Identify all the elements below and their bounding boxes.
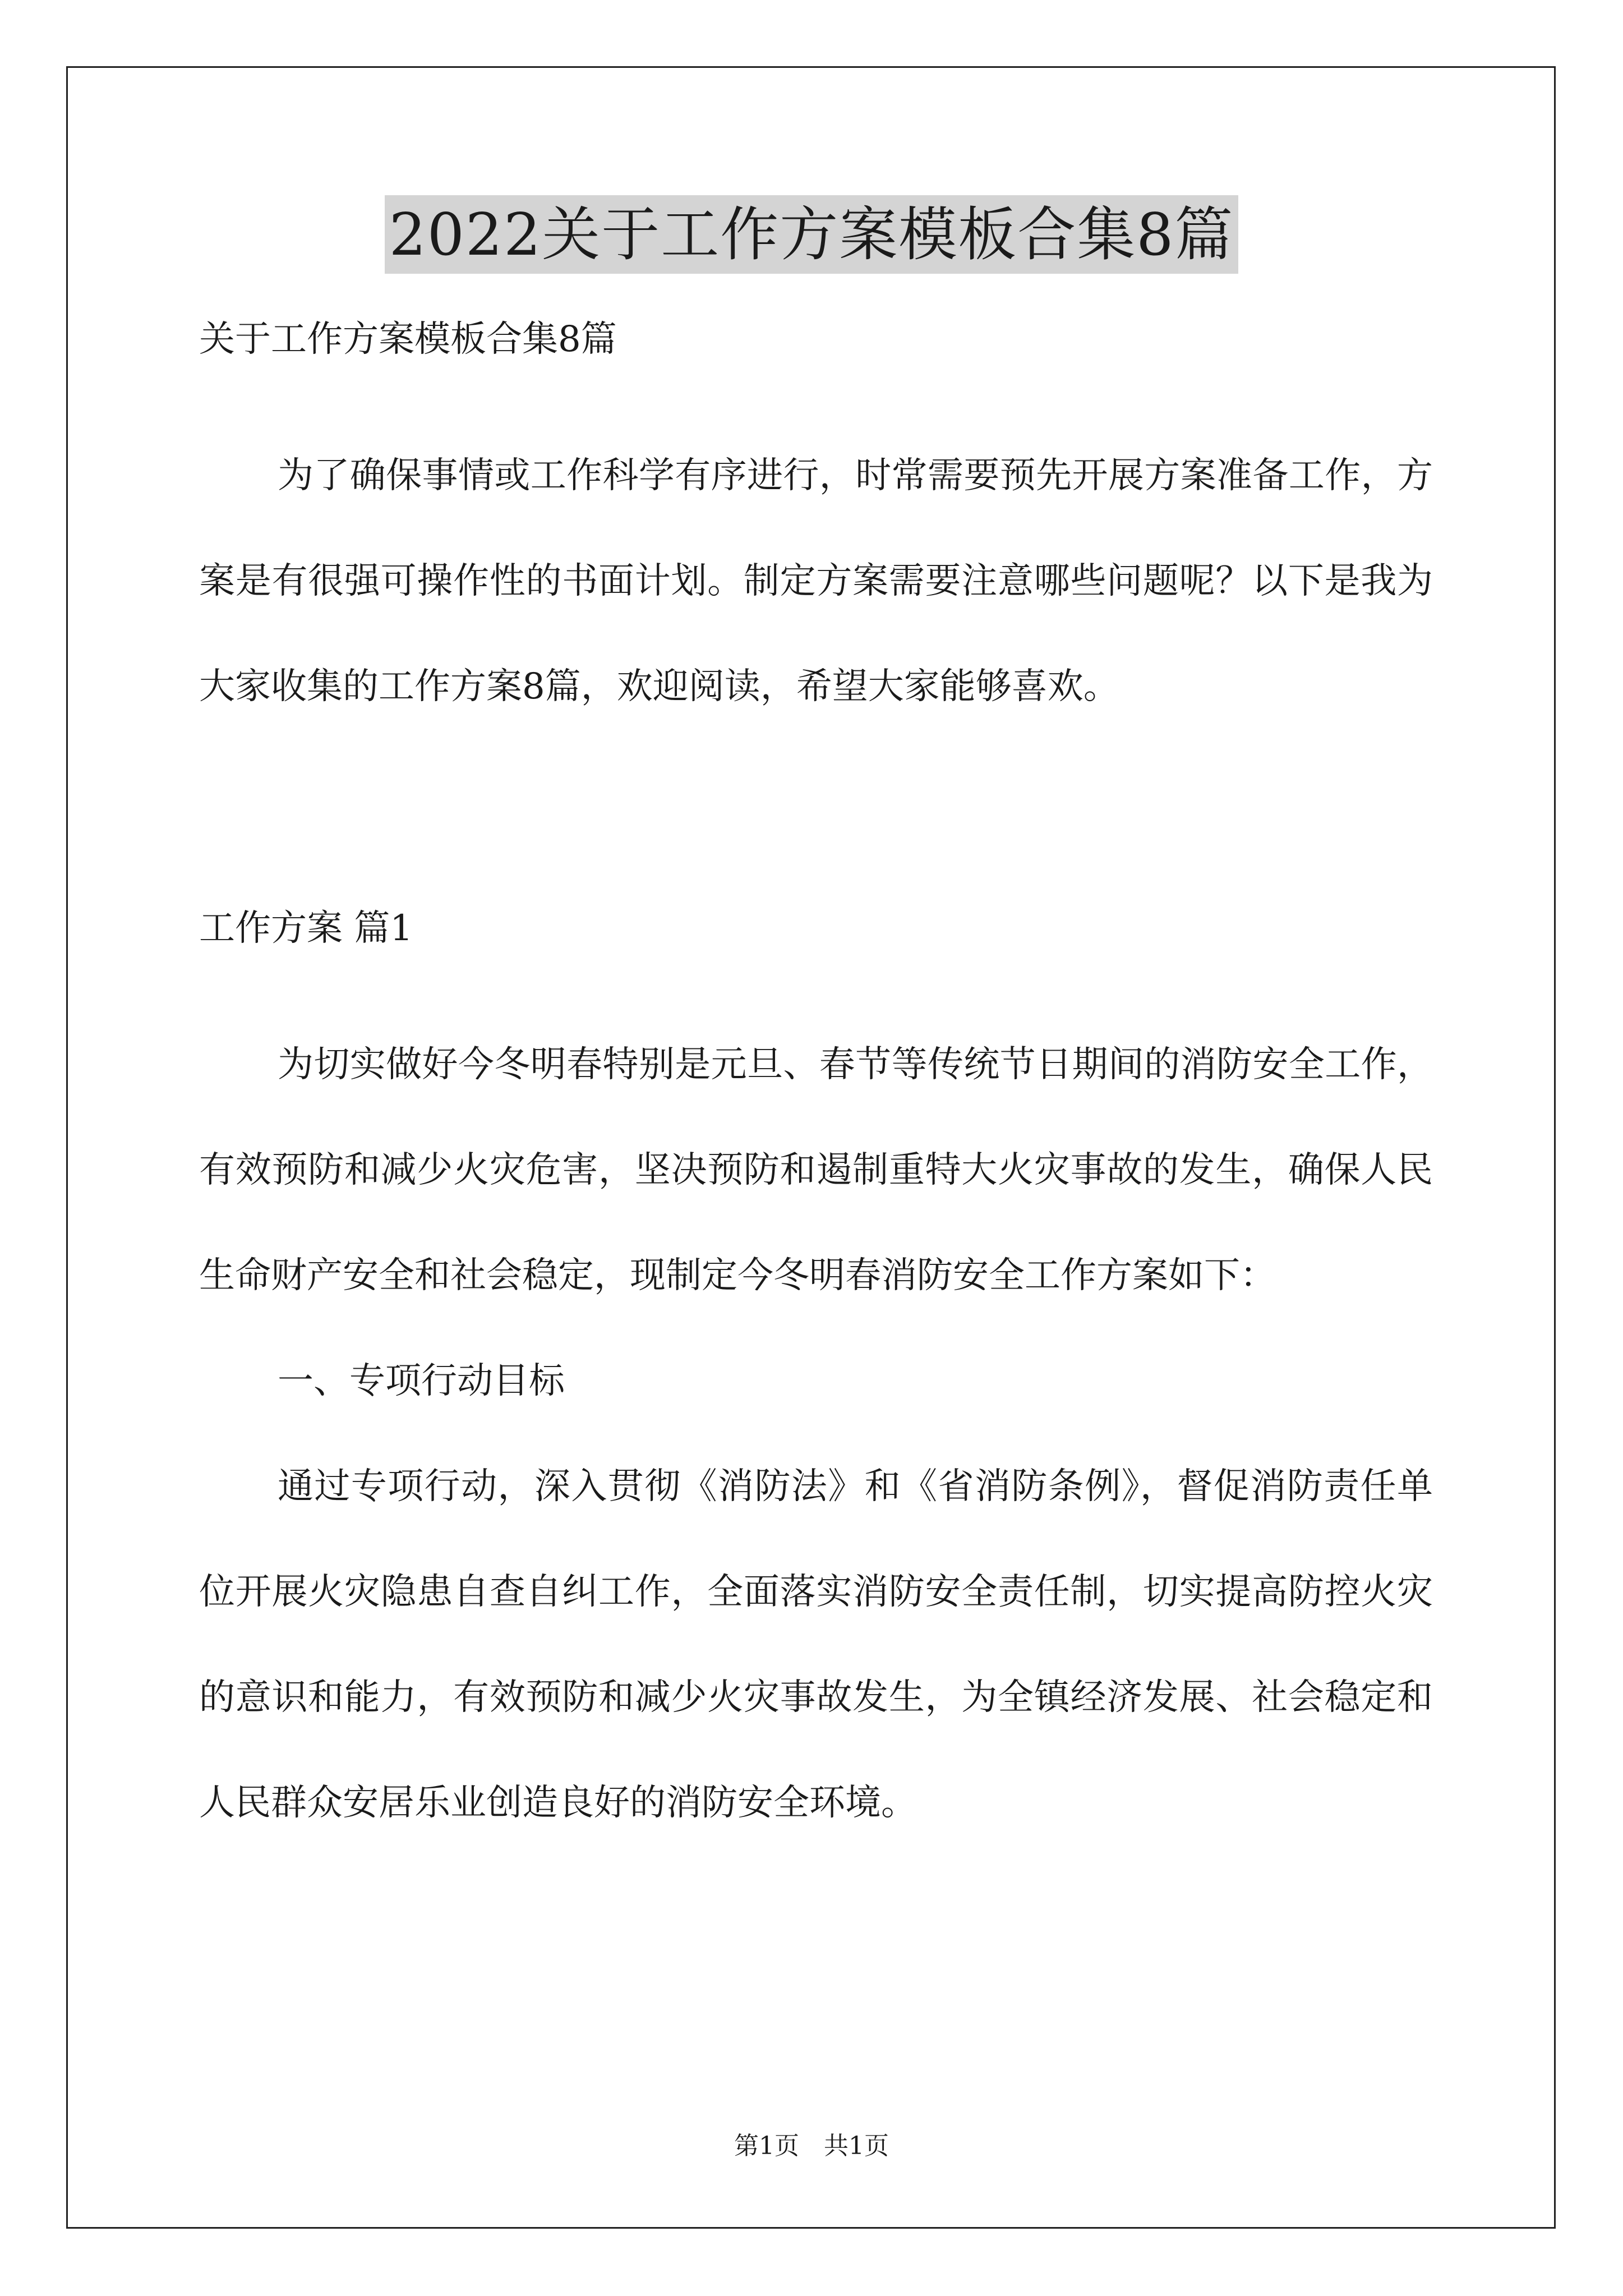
section-paragraph-1: 为切实做好今冬明春特别是元旦、春节等传统节日期间的消防安全工作，有效预防和减少火灾危害，坚决预防和遏制重特大火灾事故的发生，确保人民生命财产安全和社会稳定，现制定今冬明春消防安全工作方案如下： <box>199 1044 1433 1296</box>
section-paragraph-2: 通过专项行动，深入贯彻《消防法》和《省消防条例》，督促消防责任单位开展火灾隐患自查自纠工作，全面落实消防安全责任制，切实提高防控火灾的意识和能力，有效预防和减少火灾事故发生，为全镇经济发展、社会稳定和人民群众安居乐业创造良好的消防安全环境。 <box>199 1466 1433 1824</box>
page-footer: 第1页 共1页 <box>734 2132 889 2160</box>
document-title: 2022关于工作方案模板合集8篇 <box>385 195 1239 274</box>
title-container <box>0 195 1623 274</box>
document-body <box>199 314 1433 1856</box>
section-subheading: 一、专项行动目标 <box>278 1360 565 1402</box>
intro-paragraph: 为了确保事情或工作科学有序进行，时常需要预先开展方案准备工作，方案是有很强可操作性的书面计划。制定方案需要注意哪些问题呢？以下是我为大家收集的工作方案8篇，欢迎阅读，希望大家能够喜欢。 <box>199 455 1433 707</box>
document-subtitle: 关于工作方案模板合集8篇 <box>199 319 617 360</box>
section-heading: 工作方案 篇1 <box>199 908 413 949</box>
